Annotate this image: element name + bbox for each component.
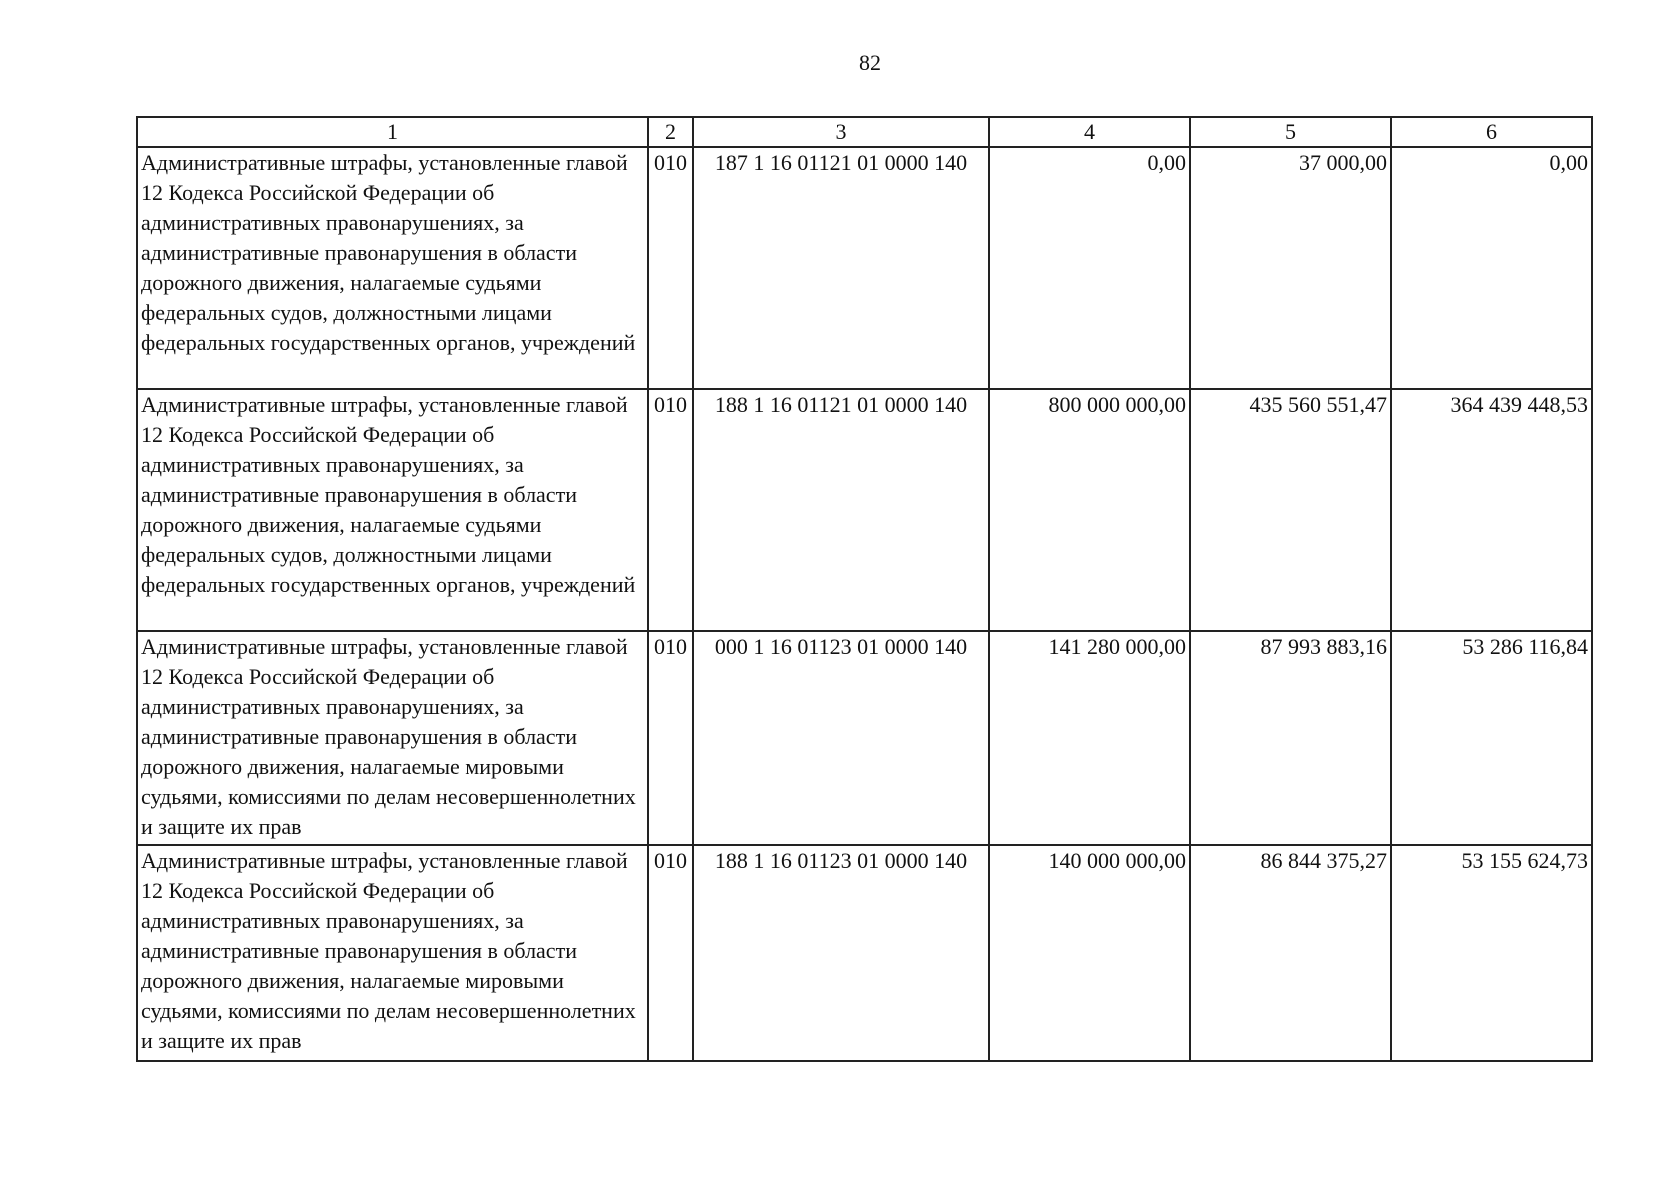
row-kbk: 188 1 16 01123 01 0000 140 bbox=[693, 845, 989, 1061]
header-col-6: 6 bbox=[1391, 117, 1592, 147]
header-row bbox=[137, 117, 1592, 147]
table-row bbox=[137, 845, 1592, 1061]
row-description: Административные штрафы, установленные главой 12 Кодекса Российской Федерации об административных правонарушениях, за административные правонарушения в области дорожного движения, налагаемые судьями федеральных судов, должностными лицами федеральных государственных органов, учреждений bbox=[137, 147, 648, 389]
row-description: Административные штрафы, установленные главой 12 Кодекса Российской Федерации об административных правонарушениях, за административные правонарушения в области дорожного движения, налагаемые судьями федеральных судов, должностными лицами федеральных государственных органов, учреждений bbox=[137, 389, 648, 631]
row-col4-value: 800 000 000,00 bbox=[989, 389, 1190, 631]
row-kbk: 188 1 16 01121 01 0000 140 bbox=[693, 389, 989, 631]
row-col6-value: 0,00 bbox=[1391, 147, 1592, 389]
header-col-3: 3 bbox=[693, 117, 989, 147]
row-description: Административные штрафы, установленные главой 12 Кодекса Российской Федерации об административных правонарушениях, за административные правонарушения в области дорожного движения, налагаемые мировыми судьями, комиссиями по делам несовершеннолетних и защите их прав bbox=[137, 845, 648, 1061]
row-kbk: 000 1 16 01123 01 0000 140 bbox=[693, 631, 989, 845]
table-row bbox=[137, 631, 1592, 845]
row-kbk: 187 1 16 01121 01 0000 140 bbox=[693, 147, 989, 389]
row-col6-value: 364 439 448,53 bbox=[1391, 389, 1592, 631]
row-col5-value: 37 000,00 bbox=[1190, 147, 1391, 389]
table-row bbox=[137, 147, 1592, 389]
row-admin-code: 010 bbox=[648, 631, 693, 845]
budget-table bbox=[136, 116, 1593, 1062]
header-col-1: 1 bbox=[137, 117, 648, 147]
row-admin-code: 010 bbox=[648, 845, 693, 1061]
header-col-4: 4 bbox=[989, 117, 1190, 147]
row-admin-code: 010 bbox=[648, 147, 693, 389]
row-col6-value: 53 286 116,84 bbox=[1391, 631, 1592, 845]
row-col4-value: 141 280 000,00 bbox=[989, 631, 1190, 845]
table-row bbox=[137, 389, 1592, 631]
row-description: Административные штрафы, установленные главой 12 Кодекса Российской Федерации об административных правонарушениях, за административные правонарушения в области дорожного движения, налагаемые мировыми судьями, комиссиями по делам несовершеннолетних и защите их прав bbox=[137, 631, 648, 845]
row-col5-value: 435 560 551,47 bbox=[1190, 389, 1391, 631]
row-col4-value: 140 000 000,00 bbox=[989, 845, 1190, 1061]
header-col-5: 5 bbox=[1190, 117, 1391, 147]
row-col6-value: 53 155 624,73 bbox=[1391, 845, 1592, 1061]
row-col5-value: 86 844 375,27 bbox=[1190, 845, 1391, 1061]
header-col-2: 2 bbox=[648, 117, 693, 147]
row-col5-value: 87 993 883,16 bbox=[1190, 631, 1391, 845]
row-col4-value: 0,00 bbox=[989, 147, 1190, 389]
page-number: 82 bbox=[859, 50, 881, 75]
row-admin-code: 010 bbox=[648, 389, 693, 631]
